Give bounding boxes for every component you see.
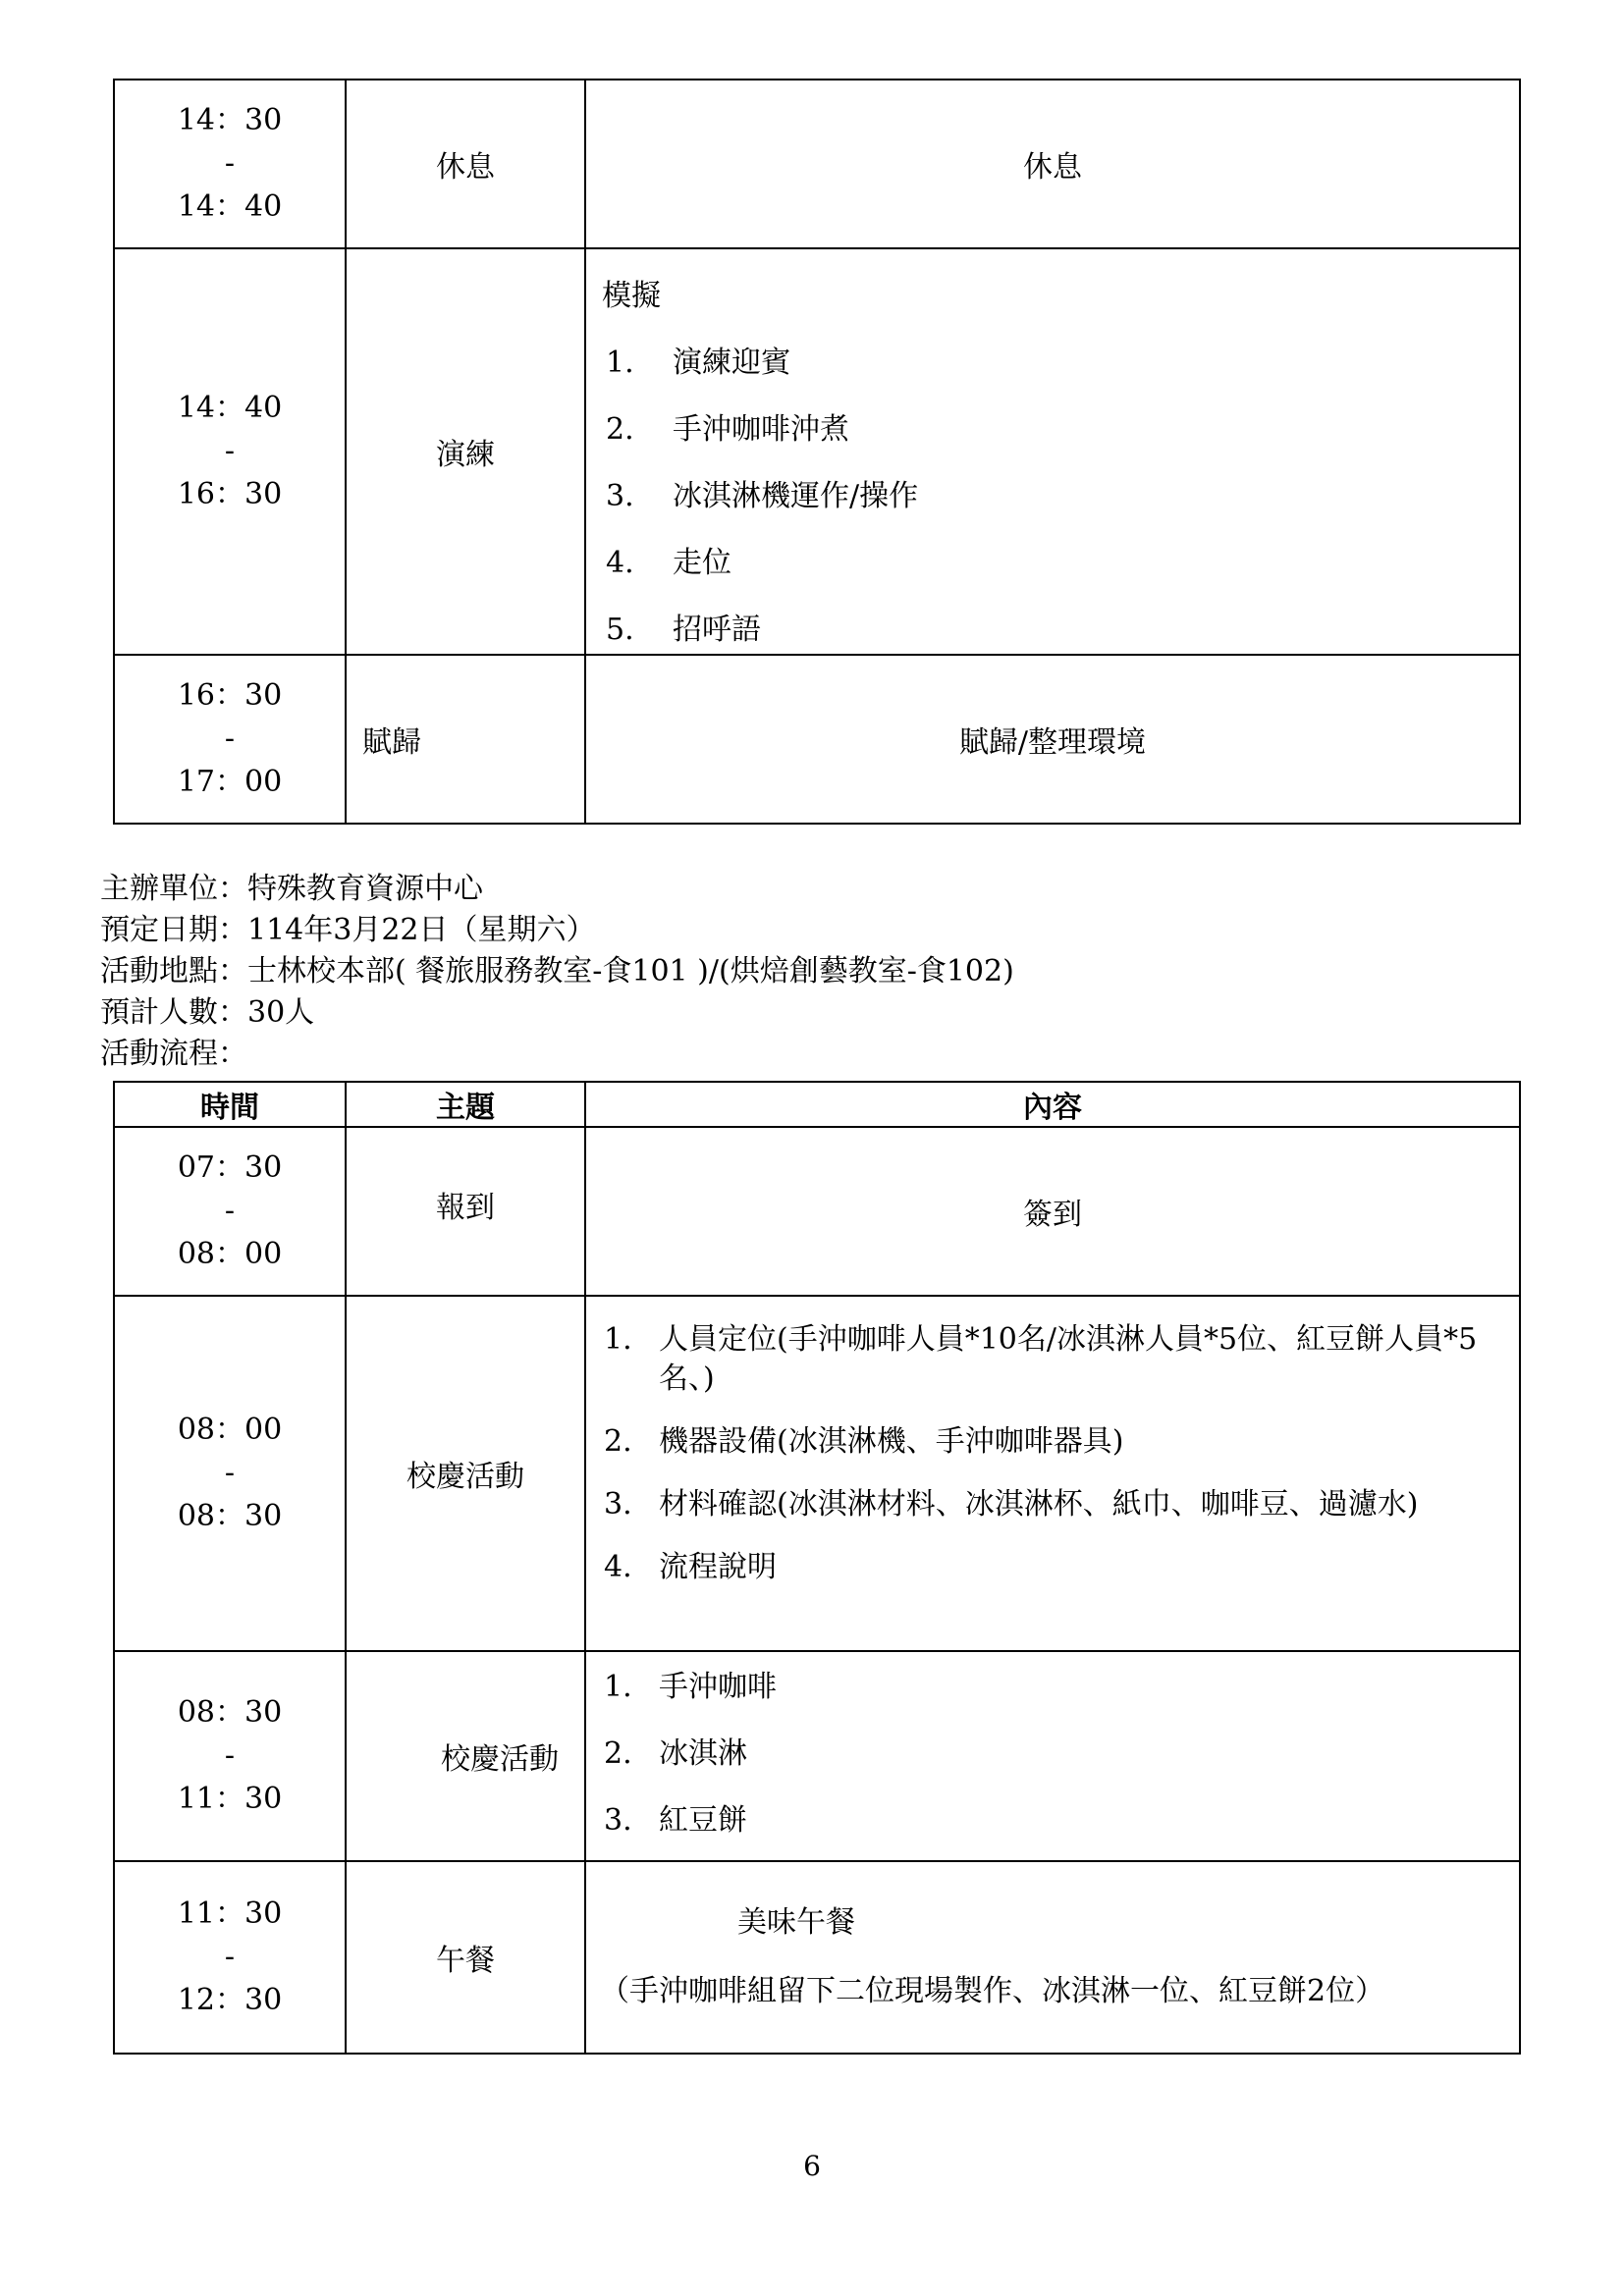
time-end: 14：40 (177, 189, 283, 224)
list-item (602, 344, 1503, 383)
time-end: 16：30 (177, 477, 283, 511)
theme-cell: 賦歸 (346, 655, 585, 824)
location-line: 活動地點：士林校本部( 餐旅服務教室-食101 )/(烘焙創藝教室-食102) (100, 954, 1014, 988)
content-cell: 休息 (585, 80, 1520, 248)
time-start: 08：00 (177, 1413, 283, 1447)
content-cell: 簽到 (585, 1127, 1520, 1296)
list-text: 冰淇淋機運作/操作 (673, 479, 919, 513)
list-text: 手沖咖啡沖煮 (673, 412, 849, 447)
theme-cell: 校慶活動 (346, 1651, 585, 1861)
time-separator: - (224, 1194, 236, 1228)
list-number: 3. (604, 1803, 632, 1838)
time-end: 08：00 (177, 1237, 283, 1271)
list-number: 2. (604, 1424, 632, 1459)
header-theme: 主題 (346, 1082, 585, 1127)
date-line: 預定日期：114年3月22日（星期六） (100, 913, 596, 947)
lunch-note: （手沖咖啡組留下二位現場製作、冰淇淋一位、紅豆餅2位） (600, 1974, 1385, 2008)
time-end: 11：30 (177, 1782, 283, 1816)
table-row (114, 1296, 1520, 1651)
list-text: 演練迎賓 (673, 346, 790, 380)
list-number: 1. (604, 1670, 632, 1704)
time-end: 08：30 (177, 1499, 283, 1533)
list-text: 走位 (673, 546, 731, 580)
content-cell (585, 248, 1520, 655)
list-text: 手沖咖啡 (659, 1670, 777, 1704)
time-start: 16：30 (177, 678, 283, 713)
list-item (602, 544, 1503, 583)
table-row (114, 80, 1520, 248)
time-end: 17：00 (177, 765, 283, 799)
list-number: 3. (606, 479, 634, 513)
list-text: 冰淇淋 (659, 1736, 747, 1771)
time-cell (114, 1651, 346, 1861)
list-number: 1. (606, 346, 634, 380)
time-cell (114, 1296, 346, 1651)
time-cell (114, 1127, 346, 1296)
list-number: 2. (606, 412, 634, 447)
list-item (602, 611, 1503, 650)
content-cell (585, 1861, 1520, 2054)
content-title: 模擬 (602, 279, 661, 313)
list-text: 材料確認(冰淇淋材料、冰淇淋杯、紙巾、咖啡豆、過濾水) (659, 1487, 1419, 1522)
list-text: 招呼語 (673, 613, 761, 647)
time-cell (114, 80, 346, 248)
content-cell (585, 1296, 1520, 1651)
time-end: 12：30 (177, 1983, 283, 2017)
list-text: 人員定位(手沖咖啡人員*10名/冰淇淋人員*5位、紅豆餅人員*5名、) (659, 1322, 1478, 1396)
content-cell (585, 1651, 1520, 1861)
list-item (600, 1320, 1503, 1399)
table-row (114, 655, 1520, 824)
list-text: 流程說明 (659, 1550, 777, 1584)
list-item (600, 1422, 1503, 1462)
list-item (600, 1548, 1503, 1587)
theme-cell: 演練 (346, 248, 585, 655)
time-cell (114, 1861, 346, 2054)
list-item (602, 410, 1503, 450)
time-separator: - (224, 434, 236, 468)
time-start: 07：30 (177, 1150, 283, 1185)
list-number: 2. (604, 1736, 632, 1771)
list-item (600, 1485, 1503, 1524)
lunch-title: 美味午餐 (737, 1905, 855, 1940)
time-separator: - (224, 1738, 236, 1773)
attendees-line: 預計人數：30人 (100, 995, 315, 1030)
list-number: 1. (604, 1322, 632, 1357)
list-item (602, 477, 1503, 516)
page-number: 6 (803, 2150, 821, 2182)
time-cell (114, 655, 346, 824)
flow-label: 活動流程： (100, 1037, 247, 1071)
table-row (114, 1127, 1520, 1296)
table-row (114, 1861, 1520, 2054)
time-separator: - (224, 721, 236, 756)
list-number: 4. (604, 1550, 632, 1584)
time-start: 14：40 (177, 391, 283, 425)
organizer-line: 主辦單位：特殊教育資源中心 (100, 872, 483, 906)
content-cell: 賦歸/整理環境 (585, 655, 1520, 824)
time-start: 14：30 (177, 103, 283, 137)
theme-cell: 休息 (346, 80, 585, 248)
list-item (600, 1801, 1503, 1841)
time-separator: - (224, 1456, 236, 1490)
theme-cell: 午餐 (346, 1861, 585, 2054)
header-content: 內容 (585, 1082, 1520, 1127)
time-cell (114, 248, 346, 655)
time-start: 11：30 (177, 1896, 283, 1931)
list-text: 紅豆餅 (659, 1803, 747, 1838)
theme-cell: 報到 (346, 1127, 585, 1296)
activity-flow-table (113, 1081, 1521, 2055)
theme-cell: 校慶活動 (346, 1296, 585, 1651)
table-row (114, 248, 1520, 655)
time-start: 08：30 (177, 1695, 283, 1730)
schedule-table-continued (113, 79, 1521, 825)
time-separator: - (224, 146, 236, 181)
table-header-row (114, 1082, 1520, 1127)
list-item (600, 1735, 1503, 1774)
list-item (600, 1668, 1503, 1707)
table-row (114, 1651, 1520, 1861)
list-number: 4. (606, 546, 634, 580)
header-time: 時間 (114, 1082, 346, 1127)
time-separator: - (224, 1940, 236, 1974)
list-number: 5. (606, 613, 634, 647)
list-number: 3. (604, 1487, 632, 1522)
list-text: 機器設備(冰淇淋機、手沖咖啡器具) (659, 1424, 1124, 1459)
